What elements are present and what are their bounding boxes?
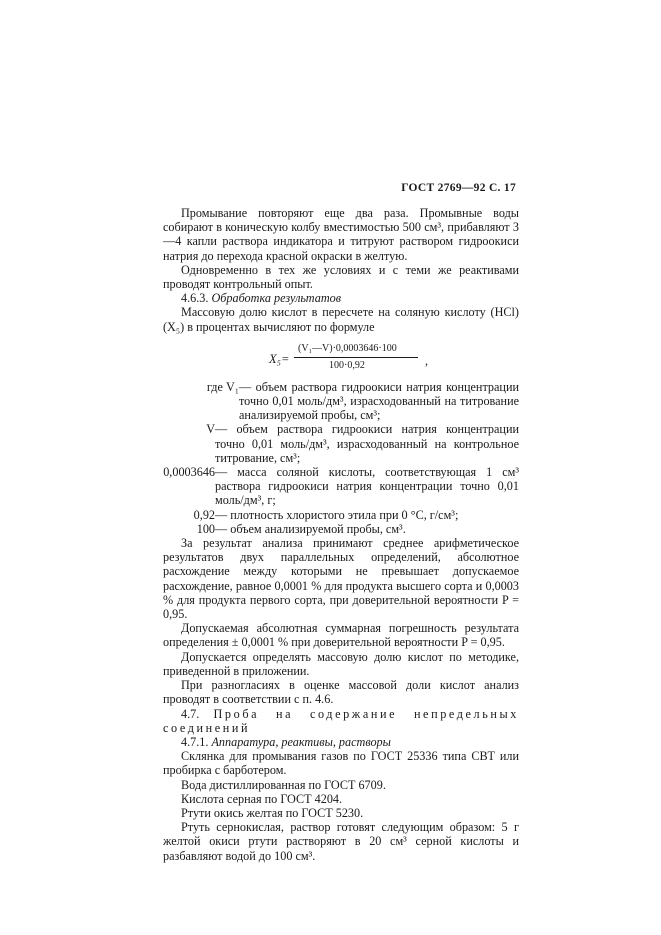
formula-denominator: 100·0,92 — [329, 359, 365, 371]
paragraph-sulfuric-acid: Кислота серная по ГОСТ 4204. — [181, 791, 343, 806]
definition-symbol: где V₁ — [206, 379, 239, 394]
section-number: 4.7.1. — [181, 734, 209, 749]
paragraph-mercury-sulfate: Ртуть сернокислая, раствор готовят следующим образом: 5 г желтой окиси ртути растворяют в 20 см³ серной кислоты и разбавляют водой до 100 см³. — [163, 820, 519, 863]
paragraph-formula-intro: Массовую долю кислот в пересчете на соляную кислоту (HCl) (X₅) в процентах вычисляют по формуле — [163, 305, 519, 334]
definition-symbol: 0,92 — [193, 507, 215, 522]
definition-text: — объем раствора гидроокиси натрия концентрации точно 0,01 моль/дм³, израсходованный на титрование анализируемой пробы, см³; — [239, 379, 519, 423]
formula-x5 — [163, 338, 519, 378]
paragraph-alt-method: Допускается определять массовую долю кислот по методике, приведенной в приложении. — [163, 649, 519, 678]
definition-text: — масса соляной кислоты, соответствующая 1 см³ раствора гидроокиси натрия концентрации точно 0,01 моль/дм³, г; — [215, 465, 519, 508]
section-title: Обработка результатов — [211, 291, 342, 306]
section-heading-4-6-3 — [163, 291, 519, 305]
section-heading-4-7-1 — [163, 735, 519, 749]
section-title: Проба на содержание непредельных соединений — [163, 706, 519, 735]
definition-row — [163, 522, 519, 536]
section-number: 4.6.3. — [181, 291, 209, 306]
definition-row — [163, 380, 519, 423]
section-heading-4-7 — [163, 707, 519, 735]
paragraph-rinsing: Промывание повторяют еще два раза. Промывные воды собирают в коническую колбу вместимостью 500 см³, прибавляют 3—4 капли раствора индикатора и титруют раствором гидроокиси натрия до перехода красной окраски в желтую. — [163, 206, 519, 263]
definition-row — [163, 508, 519, 522]
paragraph-control-test: Одновременно в тех же условиях и с теми же реактивами проводят контрольный опыт. — [163, 262, 519, 292]
paragraph-error: Допускаемая абсолютная суммарная погрешность результата определения ± 0,0001 % при доверительной вероятности P = 0,95. — [163, 621, 519, 650]
definition-row — [111, 465, 519, 508]
definition-text: — объем раствора гидроокиси натрия концентрации точно 0,01 моль/дм³, израсходованный на контрольное титрование, см³; — [215, 422, 519, 465]
document-body — [163, 206, 519, 863]
definition-symbol: V — [206, 422, 215, 437]
variable-definitions — [163, 380, 519, 536]
paragraph-disagreement: При разногласиях в оценке массовой доли кислот анализ проводят в соответствии с п. 4.6. — [163, 678, 519, 707]
definition-symbol: 100 — [196, 521, 215, 536]
paragraph-result: За результат анализа принимают среднее арифметическое результатов двух параллельных определений, абсолютное расхождение между которыми не превышает допускаемое расхождение, равное 0,0001 % для продукта высшего сорта и 0,0003 % для продукта первого сорта, при доверительной вероятности P = 0,95. — [163, 536, 519, 622]
formula-lhs: X₅= — [269, 351, 290, 366]
definition-row — [163, 422, 519, 465]
definition-text: — плотность хлористого этила при 0 °С, г/см³; — [215, 507, 459, 522]
page-header: ГОСТ 2769—92 С. 17 — [401, 182, 516, 194]
paragraph-mercury-oxide: Ртути окись желтая по ГОСТ 5230. — [181, 805, 364, 820]
definition-text: — объем анализируемой пробы, см³. — [215, 521, 406, 536]
formula-numerator: (V₁—V)·0,0003646·100 — [298, 342, 397, 354]
paragraph-water: Вода дистиллированная по ГОСТ 6709. — [181, 777, 386, 792]
section-title: Аппаратура, реактивы, растворы — [211, 734, 391, 749]
definition-symbol: 0,0003646 — [163, 465, 215, 480]
formula-comma: , — [425, 353, 429, 368]
section-number: 4.7. — [181, 706, 200, 721]
fraction-bar — [294, 357, 418, 358]
paragraph-gas-bottle: Склянка для промывания газов по ГОСТ 25336 типа СВТ или пробирка с барботером. — [163, 749, 519, 778]
